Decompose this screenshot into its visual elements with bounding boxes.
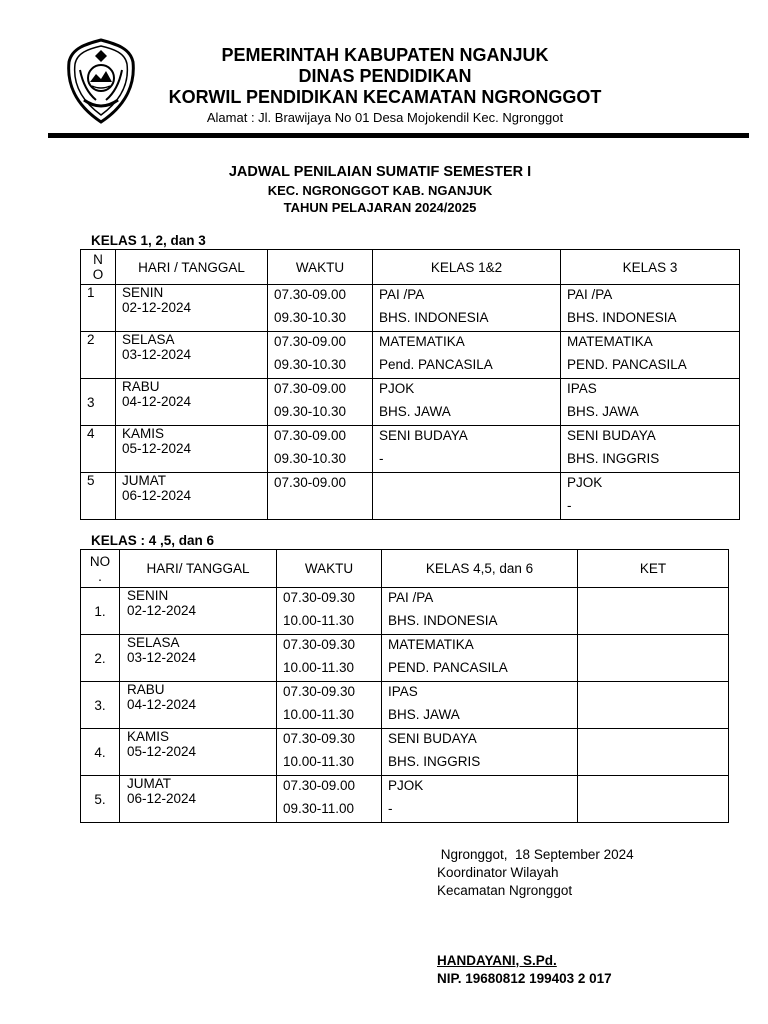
- subject-session-2: PEND. PANCASILA: [388, 660, 508, 675]
- row-subject-class-3: [561, 473, 740, 520]
- subject-session-2: -: [388, 801, 393, 816]
- row-day: RABU: [122, 379, 160, 394]
- col-header-remarks: KET: [578, 550, 729, 588]
- letterhead-department: DINAS PENDIDIKAN: [298, 66, 472, 86]
- table2-label: KELAS : 4 ,5, dan 6: [91, 533, 215, 548]
- row-subject-class-3: [561, 332, 740, 379]
- row-remarks: [578, 776, 729, 823]
- table-row: [81, 682, 729, 729]
- subject-session-2: BHS. JAWA: [567, 404, 639, 419]
- table-row: [81, 473, 740, 520]
- time-session-1: 07.30-09.30: [283, 731, 356, 746]
- time-session-2: 10.00-11.30: [283, 707, 355, 722]
- row-day: JUMAT: [127, 776, 171, 791]
- row-day-date: [120, 729, 277, 776]
- row-day-date: [120, 588, 277, 635]
- table1-label: KELAS 1, 2, dan 3: [91, 233, 206, 248]
- row-subject-class-3: [561, 285, 740, 332]
- table-row: [81, 588, 729, 635]
- row-number: 3: [81, 379, 116, 426]
- time-session-2: 09.30-10.30: [274, 404, 347, 419]
- title-line-2: KEC. NGRONGGOT KAB. NGANJUK: [267, 183, 493, 198]
- subject-session-1: SENI BUDAYA: [379, 428, 468, 443]
- subject-session-1: PJOK: [567, 475, 603, 490]
- time-session-2: 09.30-11.00: [283, 801, 355, 816]
- row-subject-class-1-2: [373, 473, 561, 520]
- document-title: [0, 163, 768, 216]
- signature-role-area: Kecamatan Ngronggot: [437, 883, 573, 898]
- time-session-1: 07.30-09.00: [274, 334, 347, 349]
- subject-session-2: BHS. JAWA: [379, 404, 451, 419]
- row-date: 02-12-2024: [127, 603, 197, 618]
- row-day: SELASA: [122, 332, 175, 347]
- regency-emblem-icon: [66, 38, 136, 124]
- table-row: [81, 379, 740, 426]
- row-number: 5: [81, 473, 116, 520]
- time-session-1: 07.30-09.00: [274, 428, 347, 443]
- title-line-1: JADWAL PENILAIAN SUMATIF SEMESTER I: [228, 164, 532, 180]
- row-day: JUMAT: [122, 473, 166, 488]
- time-session-1: 07.30-09.00: [283, 778, 356, 793]
- row-subject-class-3: [561, 379, 740, 426]
- subject-session-1: PAI /PA: [379, 287, 425, 302]
- time-session-1: 07.30-09.30: [283, 684, 356, 699]
- row-day: KAMIS: [127, 729, 170, 744]
- row-time: [268, 473, 373, 520]
- row-subject-class-4-6: [382, 776, 578, 823]
- time-session-1: 07.30-09.00: [274, 475, 347, 490]
- subject-session-2: BHS. INDONESIA: [567, 310, 677, 325]
- schedule-table-class-4-6: [80, 549, 729, 823]
- row-number: 4.: [81, 729, 120, 776]
- subject-session-2: BHS. INDONESIA: [388, 613, 498, 628]
- subject-session-1: PAI /PA: [567, 287, 613, 302]
- subject-session-2: PEND. PANCASILA: [567, 357, 687, 372]
- subject-session-1: MATEMATIKA: [388, 637, 474, 652]
- row-remarks: [578, 682, 729, 729]
- row-subject-class-3: [561, 426, 740, 473]
- row-number: 4: [81, 426, 116, 473]
- title-line-3: TAHUN PELAJARAN 2024/2025: [283, 200, 477, 215]
- letterhead: [140, 45, 630, 126]
- row-subject-class-1-2: [373, 379, 561, 426]
- row-number: 1: [81, 285, 116, 332]
- row-date: 06-12-2024: [122, 488, 192, 503]
- subject-session-1: PJOK: [388, 778, 424, 793]
- col-header-class-4-6: KELAS 4,5, dan 6: [382, 550, 578, 588]
- schedule-table-class-1-3: [80, 249, 740, 520]
- signatory-nip: NIP. 19680812 199403 2 017: [437, 971, 612, 986]
- row-number: 2.: [81, 635, 120, 682]
- col-header-time: WAKTU: [277, 550, 382, 588]
- row-time: [277, 776, 382, 823]
- row-number: 3.: [81, 682, 120, 729]
- signature-place-date: Ngronggot, 18 September 2024: [437, 847, 634, 862]
- letterhead-office: KORWIL PENDIDIKAN KECAMATAN NGRONGGOT: [168, 87, 602, 107]
- subject-session-1: IPAS: [388, 684, 418, 699]
- col-header-day: HARI/ TANGGAL: [120, 550, 277, 588]
- row-remarks: [578, 588, 729, 635]
- col-header-no: N O: [81, 250, 116, 285]
- subject-session-2: BHS. INDONESIA: [379, 310, 489, 325]
- col-header-class-3: KELAS 3: [561, 250, 740, 285]
- subject-session-2: -: [379, 451, 384, 466]
- row-date: 03-12-2024: [122, 347, 192, 362]
- row-time: [268, 426, 373, 473]
- table-row: [81, 332, 740, 379]
- row-day-date: [120, 635, 277, 682]
- letterhead-address: Alamat : Jl. Brawijaya No 01 Desa Mojokendil Kec. Ngronggot: [206, 110, 564, 125]
- subject-session-2: BHS. INGGRIS: [567, 451, 660, 466]
- row-day-date: [116, 379, 268, 426]
- subject-session-2: Pend. PANCASILA: [379, 357, 493, 372]
- time-session-2: 10.00-11.30: [283, 754, 355, 769]
- subject-session-1: MATEMATIKA: [567, 334, 653, 349]
- subject-session-1: IPAS: [567, 381, 597, 396]
- row-time: [268, 285, 373, 332]
- subject-session-1: MATEMATIKA: [379, 334, 465, 349]
- row-remarks: [578, 729, 729, 776]
- col-header-time: WAKTU: [268, 250, 373, 285]
- row-subject-class-4-6: [382, 635, 578, 682]
- subject-session-1: [373, 473, 560, 496]
- row-remarks: [578, 635, 729, 682]
- row-time: [277, 682, 382, 729]
- time-session-2: 10.00-11.30: [283, 660, 355, 675]
- row-time: [277, 635, 382, 682]
- row-day: KAMIS: [122, 426, 165, 441]
- table-row: [81, 776, 729, 823]
- row-number: 5.: [81, 776, 120, 823]
- row-day-date: [116, 473, 268, 520]
- subject-session-1: PAI /PA: [388, 590, 434, 605]
- signature-block: [437, 846, 634, 988]
- row-subject-class-4-6: [382, 588, 578, 635]
- subject-session-2: BHS. JAWA: [388, 707, 460, 722]
- row-date: 02-12-2024: [122, 300, 192, 315]
- subject-session-2: [373, 496, 560, 519]
- row-day-date: [116, 332, 268, 379]
- row-day: SELASA: [127, 635, 180, 650]
- time-session-1: 07.30-09.30: [283, 590, 356, 605]
- subject-session-1: SENI BUDAYA: [567, 428, 656, 443]
- row-day-date: [116, 426, 268, 473]
- row-number: 2: [81, 332, 116, 379]
- row-subject-class-4-6: [382, 729, 578, 776]
- row-date: 03-12-2024: [127, 650, 197, 665]
- row-day: SENIN: [122, 285, 164, 300]
- row-date: 04-12-2024: [127, 697, 197, 712]
- time-session-2: 10.00-11.30: [283, 613, 355, 628]
- row-subject-class-1-2: [373, 285, 561, 332]
- row-date: 06-12-2024: [127, 791, 197, 806]
- table-row: [81, 426, 740, 473]
- time-session-2: 09.30-10.30: [274, 357, 347, 372]
- letterhead-divider: [48, 133, 749, 138]
- time-session-1: 07.30-09.00: [274, 287, 347, 302]
- table-row: [81, 729, 729, 776]
- letterhead-government: PEMERINTAH KABUPATEN NGANJUK: [221, 45, 549, 65]
- subject-session-2: BHS. INGGRIS: [388, 754, 481, 769]
- row-date: 05-12-2024: [127, 744, 197, 759]
- col-header-day: HARI / TANGGAL: [116, 250, 268, 285]
- row-time: [268, 379, 373, 426]
- subject-session-2: -: [567, 498, 572, 513]
- row-date: 05-12-2024: [122, 441, 192, 456]
- row-subject-class-1-2: [373, 332, 561, 379]
- table-row: [81, 285, 740, 332]
- col-header-class-1-2: KELAS 1&2: [373, 250, 561, 285]
- row-day-date: [120, 682, 277, 729]
- subject-session-1: PJOK: [379, 381, 415, 396]
- signature-role: Koordinator Wilayah: [437, 865, 559, 880]
- row-day-date: [116, 285, 268, 332]
- row-time: [268, 332, 373, 379]
- row-day: RABU: [127, 682, 165, 697]
- time-session-1: 07.30-09.30: [283, 637, 356, 652]
- time-session-2: 09.30-10.30: [274, 310, 347, 325]
- row-day: SENIN: [127, 588, 169, 603]
- signatory-name: HANDAYANI, S.Pd.: [437, 953, 557, 968]
- row-date: 04-12-2024: [122, 394, 192, 409]
- row-subject-class-1-2: [373, 426, 561, 473]
- time-session-1: 07.30-09.00: [274, 381, 347, 396]
- subject-session-1: SENI BUDAYA: [388, 731, 477, 746]
- col-header-no: NO .: [81, 550, 120, 588]
- time-session-2: [268, 496, 372, 519]
- row-time: [277, 588, 382, 635]
- row-subject-class-4-6: [382, 682, 578, 729]
- table-row: [81, 635, 729, 682]
- row-time: [277, 729, 382, 776]
- time-session-2: 09.30-10.30: [274, 451, 347, 466]
- row-number: 1.: [81, 588, 120, 635]
- row-day-date: [120, 776, 277, 823]
